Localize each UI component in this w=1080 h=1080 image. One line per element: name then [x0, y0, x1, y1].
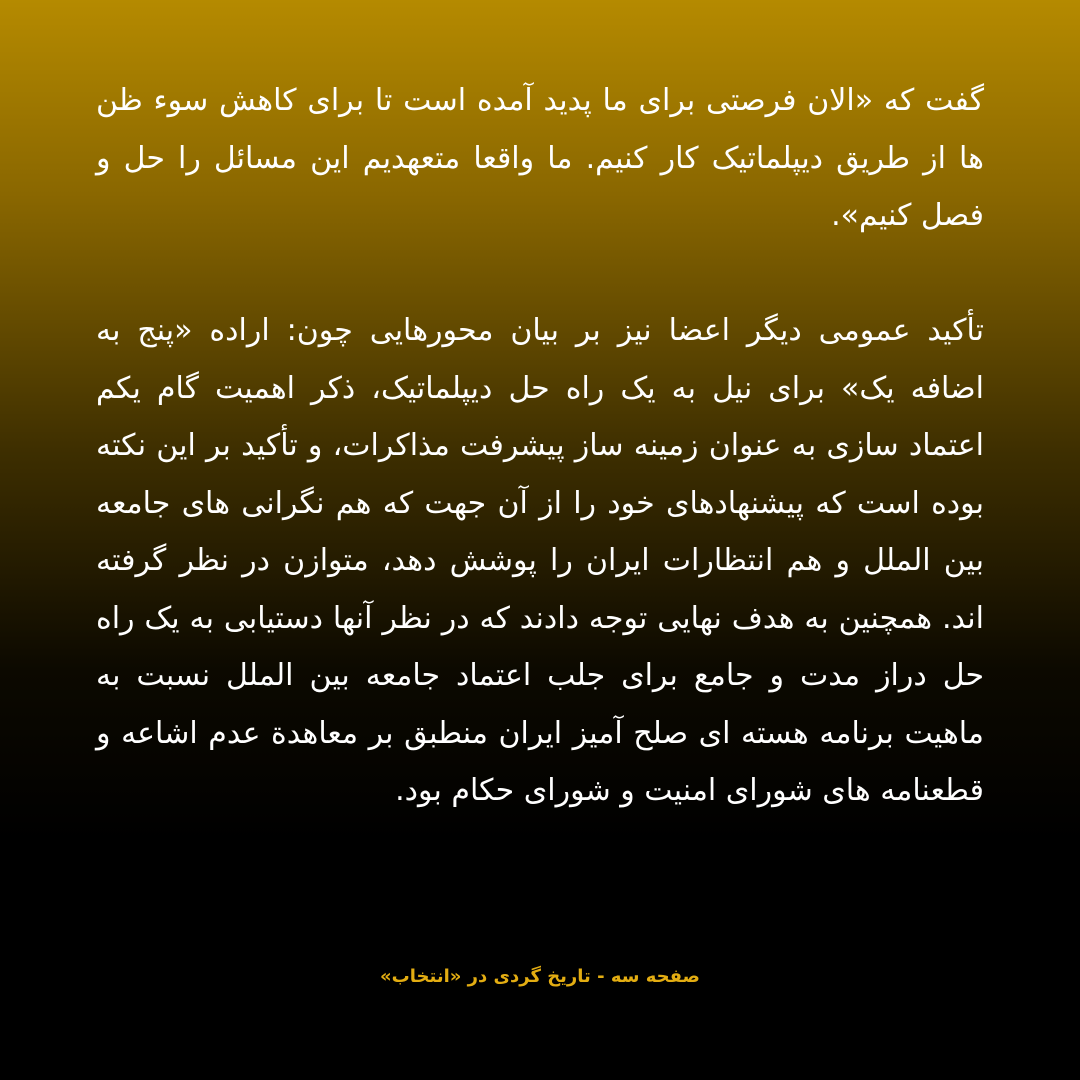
paragraph-emphasis: تأکید عمومی دیگر اعضا نیز بر بیان محورهایی چون: اراده «پنج به اضافه یک» برای نیل به یک راه حل دیپلماتیک، ذکر اهمیت گام یکم اعتماد سازی به عنوان زمینه ساز پیشرفت مذاکرات، و تأکید بر این نکته بوده است که پیشنهادهای خود را از آن جهت که هم نگرانی های جامعه بین الملل و هم انتظارات ایران را پوشش دهد، متوازن در نظر گرفته اند. همچنین به هدف نهایی توجه دادند که در نظر آنها دستیابی به یک راه حل دراز مدت و جامع برای جلب اعتماد جامعه بین الملل نسبت به ماهیت برنامه هسته ای صلح آمیز ایران منطبق بر معاهدة عدم اشاعه و قطعنامه های شورای امنیت و شورای حکام بود.	[96, 313, 984, 808]
article-body	[96, 72, 984, 820]
paragraph-quote: گفت که «الان فرصتی برای ما پدید آمده است تا برای کاهش سوء ظن ها از طریق دیپلماتیک کار کنیم. ما واقعا متعهدیم این مسائل را حل و فصل کنیم».	[96, 83, 984, 233]
page-footer: صفحه سه - تاریخ گردی در «انتخاب»	[380, 966, 700, 987]
